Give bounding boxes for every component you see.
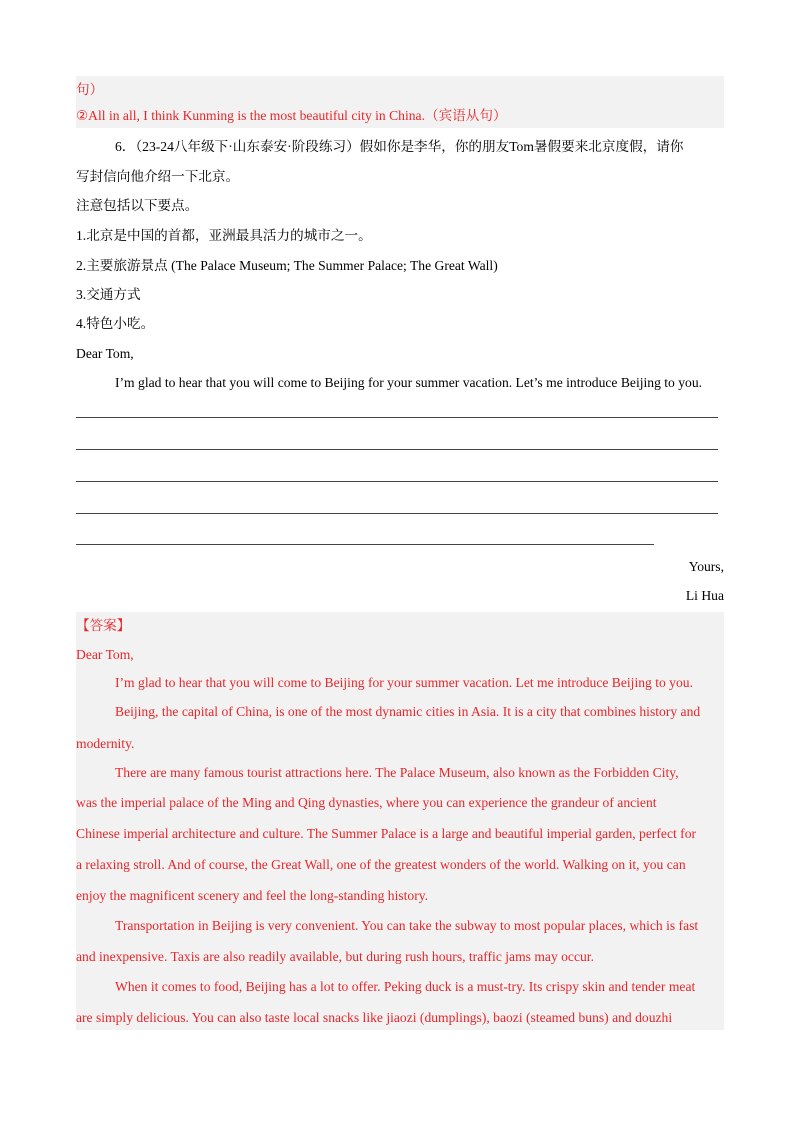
question-line-1: 6．（23-24八年级下·山东泰安·阶段练习）假如你是李华，你的朋友Tom暑假要来北京度假，请你 bbox=[115, 139, 684, 154]
answer-line: are simply delicious. You can also taste local snacks like jiaozi (dumplings), baozi (steamed buns) and douzhi bbox=[76, 1010, 673, 1025]
writing-line-3 bbox=[76, 481, 718, 482]
answer-line: When it comes to food, Beijing has a lot to offer. Peking duck is a must-try. Its crispy skin and tender meat bbox=[115, 979, 696, 994]
writing-line-1 bbox=[76, 417, 718, 418]
question-point-2: 2.主要旅游景点 (The Palace Museum; The Summer Palace; The Great Wall) bbox=[76, 258, 498, 273]
question-note: 注意包括以下要点。 bbox=[76, 198, 199, 213]
letter-opening: I’m glad to hear that you will come to Beijing for your summer vacation. Let’s me introduce Beijing to you. bbox=[115, 375, 703, 390]
answer-line: I’m glad to hear that you will come to Beijing for your summer vacation. Let me introduce Beijing to you. bbox=[115, 675, 693, 690]
answer-label: 【答案】 bbox=[76, 618, 131, 633]
answer-line: enjoy the magnificent scenery and feel the long-standing history. bbox=[76, 888, 429, 903]
writing-line-4 bbox=[76, 513, 718, 514]
answer-line: Chinese imperial architecture and culture. The Summer Palace is a large and beautiful imperial garden, perfect for bbox=[76, 826, 697, 841]
answer-line: was the imperial palace of the Ming and Qing dynasties, where you can experience the grandeur of ancient bbox=[76, 795, 657, 810]
answer-line: a relaxing stroll. And of course, the Great Wall, one of the greatest wonders of the world. Walking on it, you can bbox=[76, 857, 686, 872]
question-line-2: 写封信向他介绍一下北京。 bbox=[76, 169, 240, 184]
writing-line-5 bbox=[76, 544, 654, 545]
previous-answer-sentence: ②All in all, I think Kunming is the most beautiful city in China.（宾语从句） bbox=[76, 108, 507, 123]
letter-greeting: Dear Tom, bbox=[76, 346, 134, 361]
letter-signature: Li Hua bbox=[685, 588, 724, 603]
answer-greeting: Dear Tom, bbox=[76, 647, 134, 662]
letter-closing: Yours, bbox=[688, 559, 724, 574]
question-point-1: 1.北京是中国的首都，亚洲最具活力的城市之一。 bbox=[76, 228, 372, 243]
answer-line: There are many famous tourist attractions here. The Palace Museum, also known as the Forbidden City, bbox=[115, 765, 679, 780]
answer-line: modernity. bbox=[76, 736, 135, 751]
answer-line: Beijing, the capital of China, is one of the most dynamic cities in Asia. It is a city that combines history and bbox=[115, 704, 701, 719]
question-point-3: 3.交通方式 bbox=[76, 287, 141, 302]
answer-line: and inexpensive. Taxis are also readily available, but during rush hours, traffic jams may occur. bbox=[76, 949, 594, 964]
question-point-4: 4.特色小吃。 bbox=[76, 316, 155, 331]
writing-line-2 bbox=[76, 449, 718, 450]
previous-answer-tail: 句） bbox=[76, 82, 104, 97]
answer-line: Transportation in Beijing is very convenient. You can take the subway to most popular places, which is fast bbox=[115, 918, 699, 933]
